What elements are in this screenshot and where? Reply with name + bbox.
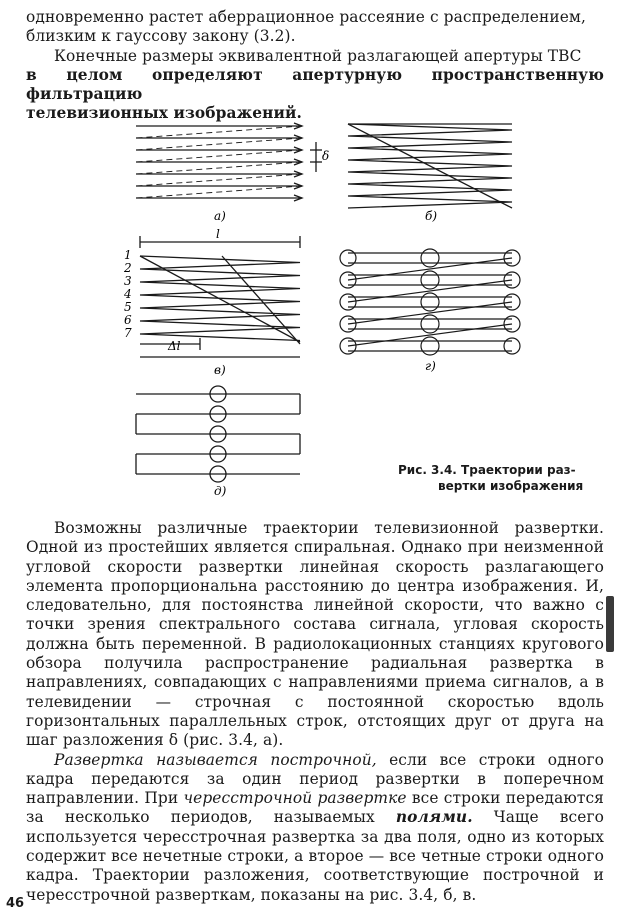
term-interlaced: чересстрочной развертке	[183, 789, 407, 808]
delta-l-label: Δl	[168, 339, 181, 353]
retrace-line	[348, 258, 512, 280]
top-line-1: одновременно растет аберрационное рассеяние с распределением,	[26, 8, 586, 26]
figure-b-zigzag	[348, 124, 512, 208]
line-number: 1	[124, 248, 132, 262]
figure-a-progressive	[136, 123, 322, 201]
figure-v-interlaced	[140, 236, 300, 357]
return-line	[140, 256, 300, 342]
retrace-line	[136, 186, 302, 198]
line-number: 5	[124, 300, 132, 314]
scan-trajectories-figure	[0, 112, 620, 512]
line-number: 3	[124, 274, 132, 288]
figure-g-aperture-spots	[340, 249, 520, 355]
length-label: l	[216, 227, 220, 241]
p2-text-1: если все строки одного кадра передаются за один период развертки в поперечном направлении. При	[26, 750, 604, 808]
label-d: д)	[214, 484, 227, 498]
retrace-line	[136, 126, 302, 138]
term-progressive: Развертка называется построчной,	[54, 750, 377, 769]
para2-line-2: в целом определяют апертурную пространственную фильтрацию	[26, 65, 604, 104]
line-number: 4	[124, 287, 132, 301]
line-number: 2	[124, 261, 132, 275]
label-b: б)	[425, 209, 438, 223]
p2-text-2: все строки передаются за несколько периодов, называемых	[26, 789, 604, 827]
top-line-2: близким к гауссову закону (3.2).	[26, 27, 296, 46]
retrace-line	[348, 324, 512, 346]
figure-d-scan-loops	[136, 386, 300, 482]
page-number: 46	[6, 896, 25, 911]
binding-shadow	[606, 596, 614, 652]
aperture-spot	[421, 271, 439, 289]
delta-label: δ	[322, 149, 330, 163]
retrace-line	[348, 280, 512, 302]
body-paragraph-2	[26, 751, 604, 905]
body-paragraph-1: Возможны различные траектории телевизионной развертки. Одной из простейших является спиральная. Однако при неизменной угловой скорости развертки линейная скорость разлагающего элемента пропорциональна расстоянию до центра изображения. И, следовательно, для постоянства линейной скорости, что важно с точки зрения спектрального состава сигнала, угловая скорость должна быть переменной. В радиолокационных станциях кругового обзора получила распространение радиальная развертка в направлениях, совпадающих с направлениями приема сигналов, а в телевидении — строчная с постоянной скоростью вдоль горизонтальных параллельных строк, отстоящих друг от друга на шаг разложения δ (рис. 3.4, а).	[26, 519, 604, 750]
aperture-spot	[421, 315, 439, 333]
top-paragraphs	[26, 8, 604, 124]
label-g: г)	[425, 359, 436, 373]
figure-caption	[398, 462, 598, 494]
para2-line-1: Конечные размеры эквивалентной разлагающей апертуры ТВС	[54, 46, 582, 65]
label-a: а)	[214, 209, 226, 223]
term-fields: полями.	[395, 808, 473, 827]
retrace-line	[348, 302, 512, 324]
retrace-line	[136, 138, 302, 150]
line-number-labels	[123, 248, 132, 340]
line-number: 7	[124, 326, 132, 340]
retrace-line	[136, 174, 302, 186]
body-paragraphs	[26, 519, 604, 905]
aperture-spot	[421, 293, 439, 311]
para2-line-3: телевизионных изображений.	[26, 104, 302, 123]
aperture-spot	[421, 337, 439, 355]
retrace-line	[136, 150, 302, 162]
line-number: 6	[124, 313, 132, 327]
label-v: в)	[214, 363, 226, 377]
retrace-line	[136, 162, 302, 174]
p2-text-3: Чаще всего используется чересстрочная развертка за два поля, одно из которых содержит все нечетные строки, а второе — все четные строки одного кадра. Траектории разложения, соответствующие построчной и чересстрочной разверткам, показаны на рис. 3.4, б, в.	[26, 808, 604, 904]
caption-line-1: Рис. 3.4. Траектории раз-	[398, 463, 576, 477]
aperture-spot	[421, 249, 439, 267]
caption-line-2: вертки изображения	[438, 479, 584, 493]
